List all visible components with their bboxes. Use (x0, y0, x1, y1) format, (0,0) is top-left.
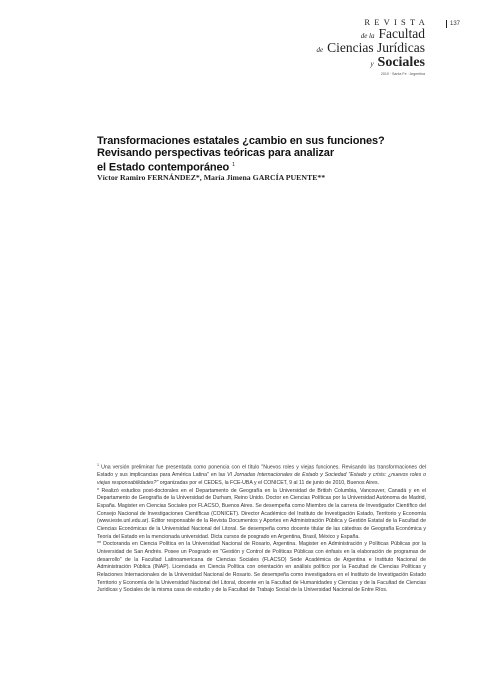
footnote-author-2: ** Doctoranda en Ciencia Política en la Universidad Nacional de Rosario, Argentina. Magister en Administración y Políticas Públicas por la Universidad de San Andrés. Posee un Posgrado en "Gestión y Control de Políticas Públicas con énfasis en la elaboración de programas de desarrollo" de la Facultad Latinoamericana de Ciencias Sociales (FLACSO) Sede Académica de Argentina e Instituto Nacional de Administración Pública (INAP). Licenciada en Ciencia Política con orientación en análisis político por la Facultad de Ciencias Políticas y Relaciones Internacionales de la Universidad Nacional de Rosario. Se desempeña como investigadora en el Instituto de Investigación Estado Territorio y Economía de la Universidad Nacional del Litoral, docente en la Facultad de Humanidades y Ciencias y de la Facultad de Ciencias Jurídicas y Sociales de la misma casa de estudio y de la Facultad de Trabajo Social de la Universidad Nacional de Entre Ríos. (97, 541, 426, 594)
article-title-line-1: Transformaciones estatales ¿cambio en sus funciones? (97, 135, 385, 147)
footnote-1-text-a: Una versión preliminar fue presentada como ponencia con el título "Nuevos roles y viejas funciones. Revisando las transformaciones del Estado y sus implicancias para América Latina" en las (97, 464, 426, 479)
masthead-line-2-prefix: de (316, 46, 324, 54)
footnote-1-text-b: organizadas por el CEDES, la FCE-UBA y el CONICET, 9 al 11 de junio de 2010, Buenos Aires. (158, 480, 380, 487)
article-title-line-3-wrap (97, 159, 397, 174)
page-number (446, 20, 460, 28)
page-number-text: 137 (450, 21, 461, 27)
footnote-1-marker: 1 (97, 463, 99, 467)
masthead-revista: REVISTA (364, 17, 429, 27)
masthead-line-3-prefix: y (370, 60, 374, 68)
article-authors: Víctor Ramiro FERNÁNDEZ*, María Jimena GARCÍA PUENTE** (97, 173, 326, 182)
masthead-meta: 2010 · Santa Fe · Argentina (380, 72, 425, 76)
masthead-line-3 (317, 56, 425, 70)
masthead-line-1-main: Facultad (378, 26, 425, 41)
masthead-line-2 (317, 42, 425, 56)
title-footnote-marker[interactable]: 1 (232, 162, 235, 168)
article-title-line-3: el Estado contemporáneo (97, 161, 230, 174)
footnotes (97, 462, 426, 595)
footnote-author-1: * Realizó estudios post-doctorales en el Departamento de Geografía en la Universidad de British Columbia, Vancouver, Canadá y en el Departamento de Geografía de la Universidad de Durham, Reino Unido. Doctor en Ciencias Políticas por la Universidad Autónoma de Madrid, España. Magister en Ciencias Sociales por FLACSO, Buenos Aires. Se desempeña como Miembro de la carrera de Investigador Científico del Consejo Nacional de Investigaciones Científicas (CONICET). Director Académico del Instituto de Investigación Estado, Territorio y Economía (www.ieste.unl.edu.ar). Editor responsable de la Revista Documentos y Aportes en Administración Pública y Gestión Estatal de la Facultad de Ciencias Económicas de la Universidad Nacional del Litoral. Se desempeña como docente titular de las cátedras de Geografía Económica y Teoría del Estado en la mencionada universidad. Dicta cursos de posgrado en Argentina, Brasil, México y España. (97, 487, 426, 540)
footnote-1 (97, 462, 426, 488)
masthead-line-3-main: Sociales (377, 55, 425, 70)
journal-masthead (316, 16, 429, 76)
article-title (97, 135, 397, 174)
footnote-1-event-title: VI Jornadas Internacionales de Estado y Sociedad "Estado y crisis: ¿nuevos roles o viejas responsabilidades?" (97, 472, 426, 487)
masthead-line-2-main: Ciencias Jurídicas (327, 40, 425, 55)
article-title-line-2: Revisando perspectivas teóricas para analizar (97, 147, 335, 159)
masthead-line-1-prefix: de la (360, 32, 375, 40)
